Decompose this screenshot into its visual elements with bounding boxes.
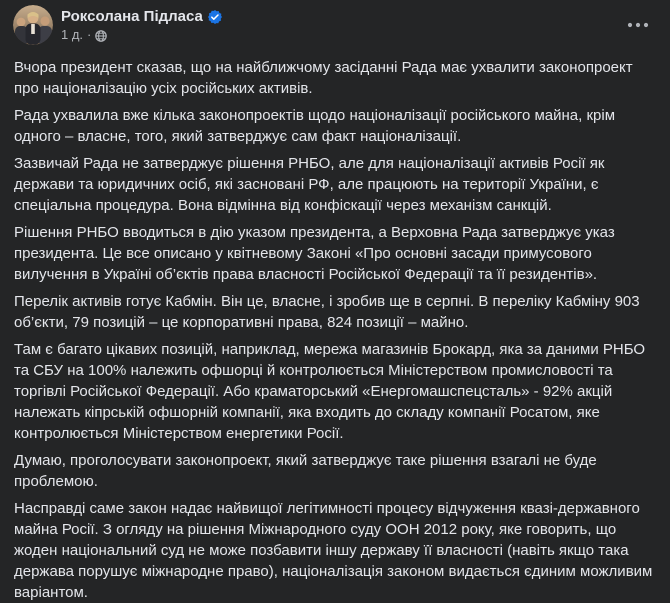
ellipsis-icon: [627, 22, 649, 28]
post-header: [0, 0, 670, 45]
avatar[interactable]: [13, 5, 53, 45]
post-paragraph: Думаю, проголосувати законопроект, який затверджує таке рішення взагалі не буде проблемою.: [14, 452, 601, 490]
verified-badge-icon: [208, 10, 222, 24]
post-paragraph: Рішення РНБО вводиться в дію указом президента, а Верховна Рада затверджує указ президента. Це все описано у квітневому Законі «Про основні засади примусового вилучення в Україні об’єктів права власності Російської Федерації та її резидентів».: [14, 224, 619, 283]
post-text: [0, 45, 670, 603]
avatar-photo: [13, 5, 53, 45]
post-header-text: [61, 5, 222, 43]
post-paragraph: Зазвичай Рада не затверджує рішення РНБО, але для націоналізації активів Росії як держави та юридичних осіб, які засновані РФ, але працюють на території України, є спеціальна процедура. Вона відмінна від конфіскації через механізм санкцій.: [14, 155, 609, 214]
post-paragraph: Вчора президент сказав, що на найближчому засіданні Рада має ухвалити законопроект про націоналізацію усіх російських активів.: [14, 59, 637, 97]
meta-separator: ·: [87, 27, 92, 42]
globe-icon: [95, 30, 107, 42]
post-paragraph: Там є багато цікавих позицій, наприклад, мережа магазинів Брокард, яка за даними РНБО та СБУ на 100% належить офшорці й контролюється Міністерством промисловості та торгівлі Російської Федерації. Або краматорський «Енергомашспецсталь» - 92% акцій належать кіпрській офшорній компанії, яка входить до складу компанії Росатом, яке контролюється Міністерством енергетики Росії.: [14, 341, 650, 442]
post-paragraph: Насправді саме закон надає найвищої легітимності процесу відчуження квазі-державного майна Росії. З огляду на рішення Міжнародного суду ООН 2012 року, яке говорить, що жоден національний суд не може позбавити іншу державу її власності (навіть якщо така держава порушує міжнародне право), націоналізація законом видається єдиним можливим варіантом.: [14, 500, 657, 601]
more-options-button[interactable]: [622, 13, 654, 37]
author-name[interactable]: Роксолана Підласа: [61, 8, 203, 25]
timestamp[interactable]: 1 д.: [61, 27, 84, 42]
post-paragraph: Перелік активів готує Кабмін. Він це, власне, і зробив ще в серпні. В переліку Кабміну 903 об’єкти, 79 позицій – це корпоративні права, 824 позиції – майно.: [14, 293, 644, 331]
post-paragraph: Рада ухвалила вже кілька законопроектів щодо націоналізації російського майна, крім одного – власне, того, який затверджує сам факт націоналізації.: [14, 107, 620, 145]
